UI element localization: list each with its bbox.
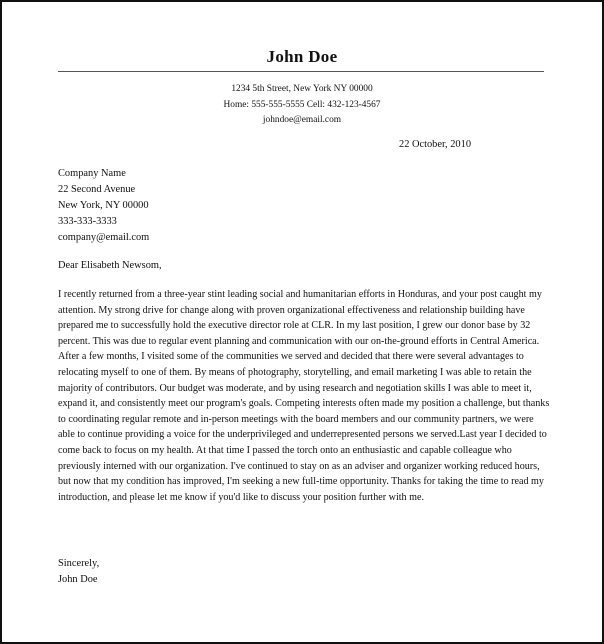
recipient-company: Company Name [58,168,126,179]
valediction: Sincerely, [58,558,100,569]
letter-date: 22 October, 2010 [399,139,472,150]
header-divider [58,71,544,72]
recipient-block [58,166,149,246]
sender-contact-block [2,82,602,129]
recipient-email: company@email.com [58,232,150,243]
sender-email: johndoe@email.com [262,115,342,126]
letter-body: I recently returned from a three-year stint leading social and humanitarian efforts in Honduras, and your post caught my attention. My strong drive for change along with proven organizational effectiveness and relationship building have prepared me to successfully hold the executive director role at CLR. In my last position, I grew our donor base by 32 percent. This was due to regular event planning and communication with our on-the-ground efforts in Central America. After a few months, I visited some of the communities we served and decided that there were several advantages to relocating myself to one of them. By means of photography, storytelling, and email marketing I was able to retain the majority of contributors. Our budget was moderate, and by using research and negotiation skills I was able to meet it, expand it, and consistently meet our program's goals. Competing interests often made my position a challenge, but thanks to coordinating regular remote and in-person meetings with the board members and our community partners, we were able to continue providing a voice for the underprivileged and underrepresented persons we served.Last year I decided to come back to focus on my health. At that time I passed the torch onto an enthusiastic and capable colleague who previously interned with our organization. I've continued to stay on as an adviser and organizer working reduced hours, but now that my condition has improved, I'm seeking a new full-time opportunity. Thanks for taking the time to read my introduction, and please let me know if you'd like to discuss your position further with me. [58,289,550,503]
recipient-street: 22 Second Avenue [58,184,136,195]
signature-name: John Doe [58,574,98,585]
recipient-city: New York, NY 00000 [58,200,149,211]
salutation: Dear Elisabeth Newsom, [58,260,162,271]
sender-address: 1234 5th Street, New York NY 00000 [231,84,373,94]
closing-block [58,556,99,588]
recipient-phone: 333-333-3333 [58,216,117,227]
sender-name: John Doe [266,47,338,66]
sender-phones: Home: 555-555-5555 Cell: 432-123-4567 [223,99,381,110]
